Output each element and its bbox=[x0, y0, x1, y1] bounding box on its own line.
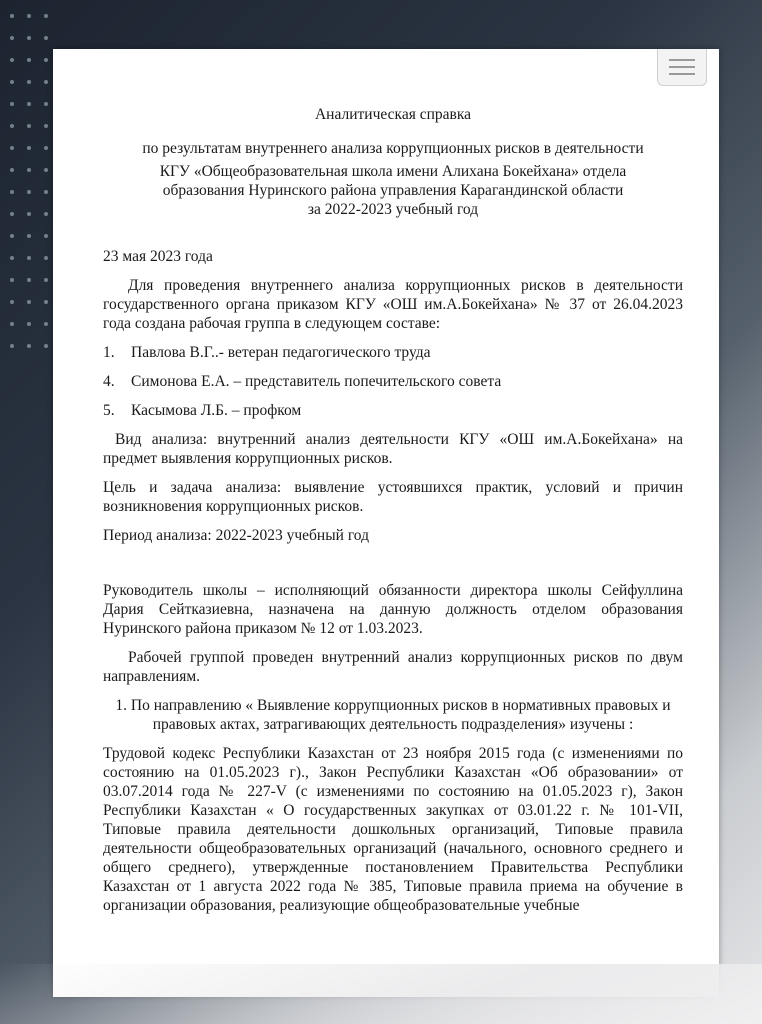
background-dot bbox=[44, 212, 48, 216]
background-dot-pattern bbox=[0, 0, 60, 400]
background-dot bbox=[44, 36, 48, 40]
background-dot bbox=[10, 102, 14, 106]
background-dot bbox=[27, 212, 31, 216]
background-dot bbox=[44, 80, 48, 84]
background-dot bbox=[10, 146, 14, 150]
background-dot bbox=[27, 344, 31, 348]
background-dot bbox=[44, 146, 48, 150]
background-dot bbox=[10, 300, 14, 304]
list-item bbox=[103, 401, 683, 420]
background-dot bbox=[44, 190, 48, 194]
background-band bbox=[0, 964, 762, 1024]
background-dot bbox=[27, 146, 31, 150]
list-item bbox=[103, 372, 683, 391]
background-dot bbox=[10, 124, 14, 128]
background-dot bbox=[44, 58, 48, 62]
background-dot bbox=[44, 344, 48, 348]
analysis-type-paragraph: Вид анализа: внутренний анализ деятельности КГУ «ОШ им.А.Бокейхана» на предмет выявления коррупционных рисков. bbox=[103, 431, 683, 467]
list-item-number: 5. bbox=[103, 402, 115, 419]
background-dot bbox=[27, 256, 31, 260]
background-dot bbox=[44, 300, 48, 304]
list-item-text: Павлова В.Г..- ветеран педагогического труда bbox=[131, 344, 431, 361]
background-dot bbox=[10, 190, 14, 194]
background-dot bbox=[27, 322, 31, 326]
background-dot bbox=[10, 256, 14, 260]
background-dot bbox=[27, 168, 31, 172]
list-item-text: Касымова Л.Б. – профком bbox=[131, 402, 302, 419]
document-page bbox=[53, 49, 719, 997]
list-item-number: 4. bbox=[103, 373, 115, 390]
list-item-number: 1. bbox=[103, 344, 115, 361]
background-dot bbox=[10, 344, 14, 348]
background-dot bbox=[27, 58, 31, 62]
period-paragraph: Период анализа: 2022-2023 учебный год bbox=[103, 527, 369, 544]
background-dot bbox=[27, 278, 31, 282]
background-dot bbox=[44, 102, 48, 106]
menu-icon[interactable] bbox=[657, 49, 707, 86]
director-paragraph: Руководитель школы – исполняющий обязанности директора школы Сейфуллина Дария Сейтказиевна, назначена на данную должность отделом образования Нуринского района приказом № 12 от 1.03.2023. bbox=[103, 582, 683, 637]
background-dot bbox=[27, 234, 31, 238]
background-dot bbox=[44, 14, 48, 18]
background-dot bbox=[10, 322, 14, 326]
background-dot bbox=[27, 102, 31, 106]
background-dot bbox=[10, 234, 14, 238]
background-dot bbox=[44, 322, 48, 326]
background-dot bbox=[27, 80, 31, 84]
goal-paragraph: Цель и задача анализа: выявление устоявшихся практик, условий и причин возникновения коррупционных рисков. bbox=[103, 479, 683, 515]
background-dot bbox=[10, 58, 14, 62]
background-dot bbox=[10, 36, 14, 40]
background-dot bbox=[44, 234, 48, 238]
list-item-text: Симонова Е.А. – представитель попечительского совета bbox=[131, 373, 502, 390]
laws-paragraph: Трудовой кодекс Республики Казахстан от 23 ноября 2015 года (с изменениями по состоянию на 01.05.2023 г)., Закон Республики Казахстан «Об образовании» от 03.07.2014 года № 227-V (с изменениями по состоянию на 01.05.2023 г), Закон Республики Казахстан « О государственных закупках от 03.01.22 г. № 101-VII, Типовые правила деятельности дошкольных организаций, Типовые правила деятельности общеобразовательных организаций (начального, основного среднего и общего среднего), утвержденные постановлением Правительства Республики Казахстан от 1 августа 2022 года № 385, Типовые правила приема на обучение в организации образования, реализующие общеобразовательные учебные bbox=[103, 745, 683, 914]
document-date: 23 мая 2023 года bbox=[103, 248, 213, 265]
background-dot bbox=[27, 36, 31, 40]
subtitle-line: образования Нуринского района управления Карагандинской области bbox=[162, 182, 624, 199]
intro-paragraph: Для проведения внутреннего анализа коррупционных рисков в деятельности государственного органа приказом КГУ «ОШ им.А.Бокейхана» № 37 от 26.04.2023 года создана рабочая группа в следующем составе: bbox=[103, 277, 683, 332]
background-dot bbox=[44, 168, 48, 172]
section-heading: 1. По направлению « Выявление коррупционных рисков в нормативных правовых и правовых актах, затрагивающих деятельность подразделения» изучены : bbox=[115, 697, 671, 733]
background-dot bbox=[10, 212, 14, 216]
background-dot bbox=[10, 14, 14, 18]
background-dot bbox=[10, 168, 14, 172]
list-item bbox=[103, 343, 683, 362]
background-dot bbox=[27, 190, 31, 194]
background-dot bbox=[27, 14, 31, 18]
document-title: Аналитическая справка bbox=[314, 106, 472, 123]
background-dot bbox=[44, 256, 48, 260]
document-body bbox=[103, 105, 683, 915]
subtitle-line: КГУ «Общеобразовательная школа имени Алихана Бокейхана» отдела bbox=[159, 163, 627, 180]
background-dot bbox=[10, 80, 14, 84]
background-dot bbox=[44, 278, 48, 282]
background-dot bbox=[27, 300, 31, 304]
background-dot bbox=[27, 124, 31, 128]
subtitle-line: по результатам внутреннего анализа коррупционных рисков в деятельности bbox=[142, 140, 644, 157]
subtitle-line: за 2022-2023 учебный год bbox=[307, 201, 479, 218]
workgroup-paragraph: Рабочей группой проведен внутренний анализ коррупционных рисков по двум направлениям. bbox=[103, 649, 683, 685]
background-dot bbox=[44, 124, 48, 128]
background-dot bbox=[10, 278, 14, 282]
